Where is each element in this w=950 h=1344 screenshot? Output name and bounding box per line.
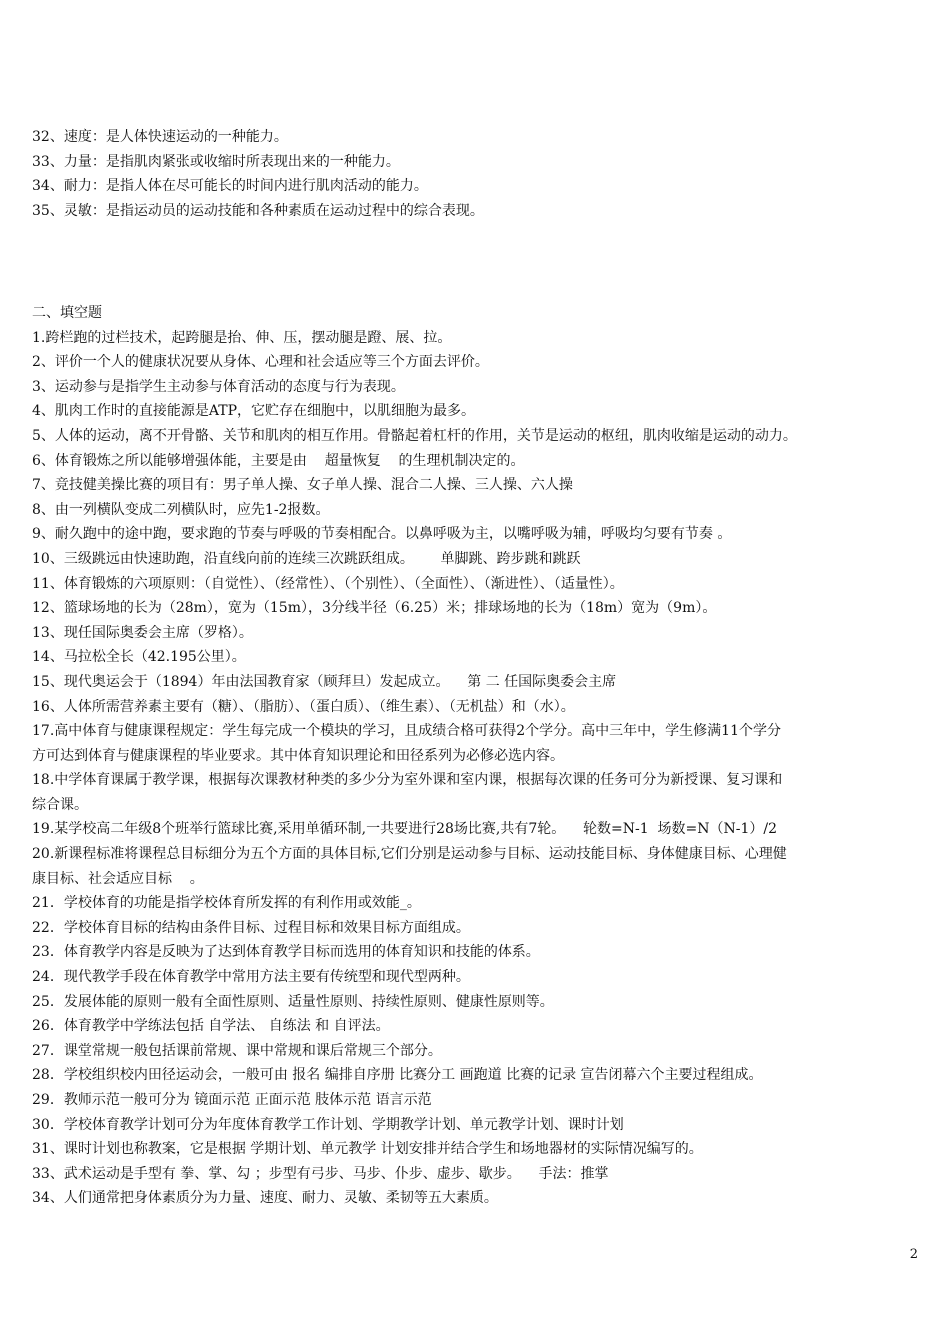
question-line: 29．教师示范一般可分为 镜面示范 正面示范 肢体示范 语言示范 [32, 1092, 432, 1108]
question-line: 28．学校组织校内田径运动会，一般可由 报名 编排自序册 比赛分工 画跑道 比赛的记录 宣告闭幕六个主要过程组成。 [32, 1067, 763, 1084]
question-line: 方可达到体育与健康课程的毕业要求。其中体育知识理论和田径系列为必修必选内容。 [32, 747, 564, 764]
question-line: 30．学校体育教学计划可分为年度体育教学工作计划、学期教学计划、单元教学计划、课时计划 [32, 1116, 624, 1133]
question-line: 26．体育教学中学练法包括 自学法、 自练法 和 自评法。 [32, 1018, 390, 1035]
question-line: 4、肌肉工作时的直接能源是ATP，它贮存在细胞中，以肌细胞为最多。 [32, 403, 476, 420]
question-line: 13、现任国际奥委会主席（罗格）。 [32, 624, 253, 641]
question-line: 8、由一列横队变成二列横队时，应先1-2报数。 [32, 501, 330, 518]
question-line: 10、三级跳远由快速助跑，沿直线向前的连续三次跳跃组成。 单脚跳、跨步跳和跳跃 [32, 550, 581, 567]
definition-line: 33、力量：是指肌肉紧张或收缩时所表现出来的一种能力。 [32, 153, 400, 170]
definition-line: 32、速度：是人体快速运动的一种能力。 [32, 129, 288, 145]
question-line: 17.高中体育与健康课程规定：学生每完成一个模块的学习，且成绩合格可获得2个学分。高中三年中，学生修满11个学分 [32, 723, 781, 740]
question-line: 6、体育锻炼之所以能够增强体能，主要是由 超量恢复 的生理机制决定的。 [32, 452, 525, 469]
page-number: 2 [909, 1247, 918, 1262]
fill-in-section [32, 301, 922, 1211]
question-line: 27．课堂常规一般包括课前常规、课中常规和课后常规三个部分。 [32, 1042, 442, 1059]
question-line: 1.跨栏跑的过栏技术，起跨腿是抬、伸、压，摆动腿是蹬、展、拉。 [32, 329, 452, 346]
question-line: 31、课时计划也称教案，它是根据 学期计划、单元教学 计划安排并结合学生和场地器材的实际情况编写的。 [32, 1141, 703, 1158]
question-line: 16、人体所需营养素主要有（糖）、（脂肪）、（蛋白质）、（维生素）、（无机盐）和（水）。 [32, 698, 575, 715]
question-line: 24．现代教学手段在体育教学中常用方法主要有传统型和现代型两种。 [32, 969, 470, 986]
question-line: 25．发展体能的原则一般有全面性原则、适量性原则、持续性原则、健康性原则等。 [32, 993, 554, 1010]
question-line: 3、运动参与是指学生主动参与体育活动的态度与行为表现。 [32, 378, 405, 395]
question-line: 33、武术运动是手型有 拳、掌、勾 ；步型有弓步、马步、仆步、虚步、歇步。 手法：推掌 [32, 1165, 609, 1182]
question-line: 12、篮球场地的长为（28m），宽为（15m），3分线半径（6.25）米；排球场地的长为（18m）宽为（9m）。 [32, 600, 717, 617]
question-line: 2、评价一个人的健康状况要从身体、心理和社会适应等三个方面去评价。 [32, 354, 489, 371]
question-line: 5、人体的运动，离不开骨骼、关节和肌肉的相互作用。骨骼起着杠杆的作用，关节是运动的枢纽，肌肉收缩是运动的动力。 [32, 427, 797, 444]
question-line: 9、耐久跑中的途中跑，要求跑的节奏与呼吸的节奏相配合。以鼻呼吸为主，以嘴呼吸为辅，呼吸均匀要有节奏 。 [32, 526, 732, 543]
question-line: 15、现代奥运会于（1894）年由法国教育家（顾拜旦）发起成立。 第 二 任国际奥委会主席 [32, 673, 617, 690]
definition-line: 34、耐力：是指人体在尽可能长的时间内进行肌肉活动的能力。 [32, 178, 428, 195]
question-line: 康目标、社会适应目标 。 [32, 870, 204, 887]
question-line: 11、体育锻炼的六项原则：（自觉性）、（经常性）、（个别性）、（全面性）、（渐进性）、（适量性）。 [32, 575, 624, 592]
section-heading: 二、填空题 [32, 305, 102, 321]
question-line: 20.新课程标准将课程总目标细分为五个方面的具体目标,它们分别是运动参与目标、运动技能目标、身体健康目标、心理健 [32, 846, 787, 863]
question-line: 7、竞技健美操比赛的项目有：男子单人操、女子单人操、混合二人操、三人操、六人操 [32, 477, 573, 494]
question-line: 14、马拉松全长（42.195公里）。 [32, 649, 246, 666]
question-line: 34、人们通常把身体素质分为力量、速度、耐力、灵敏、柔韧等五大素质。 [32, 1190, 498, 1207]
definition-line: 35、灵敏：是指运动员的运动技能和各种素质在运动过程中的综合表现。 [32, 202, 484, 219]
question-line: 19.某学校高二年级8个班举行篮球比赛,采用单循环制,一共要进行28场比赛,共有7轮。 轮数=N-1 场数=N（N-1）/2 [32, 821, 778, 838]
question-line: 22．学校体育目标的结构由条件目标、过程目标和效果目标方面组成。 [32, 919, 470, 936]
question-line: 21．学校体育的功能是指学校体育所发挥的有利作用或效能_。 [32, 895, 421, 912]
question-line: 18.中学体育课属于教学课，根据每次课教材种类的多少分为室外课和室内课，根据每次课的任务可分为新授课、复习课和 [32, 772, 783, 789]
question-line: 23．体育教学内容是反映为了达到体育教学目标而选用的体育知识和技能的体系。 [32, 944, 540, 961]
definitions-section [32, 125, 922, 223]
question-line: 综合课。 [32, 796, 88, 813]
